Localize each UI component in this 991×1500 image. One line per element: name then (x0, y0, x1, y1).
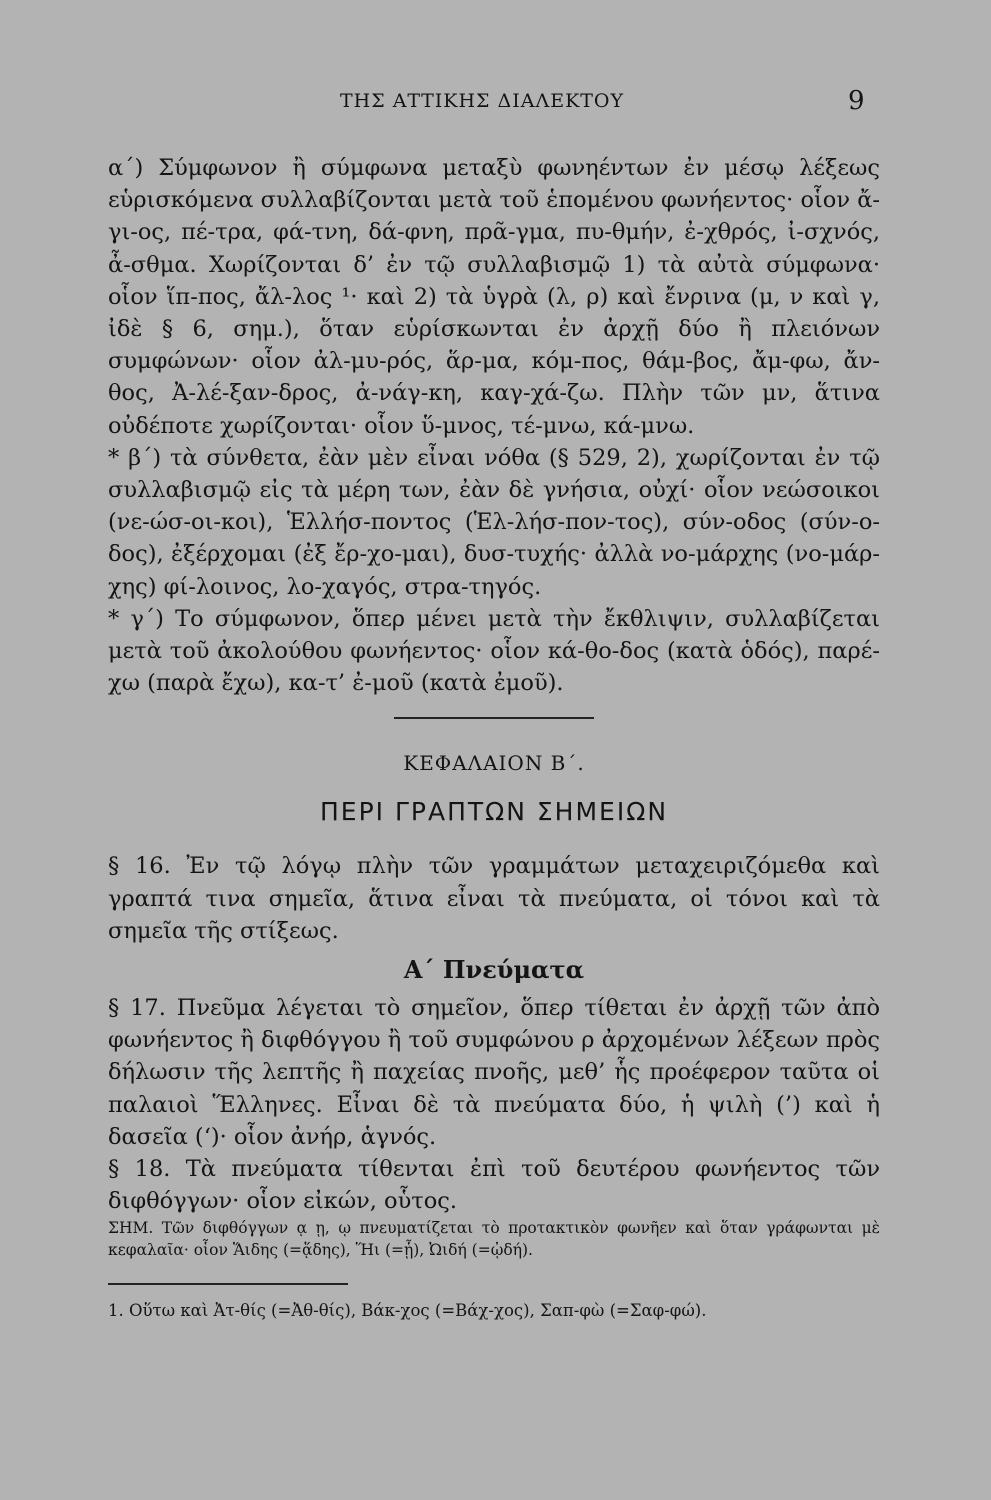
subheading-pneumata: Α΄ Πνεύματα (403, 955, 585, 985)
page-body (108, 152, 880, 1323)
section-divider (394, 717, 594, 719)
chapter-label: ΚΕΦΑΛΑΙΟΝ Β΄. (403, 751, 585, 776)
paragraph-alpha: α΄) Σύμφωνον ἢ σύμφωνα μεταξὺ φωνηέντων ἐν μέσῳ λέξεως εὑρισκόμενα συλλαβίζονται μετὰ τοῦ ἑπομένου φωνήεντος· οἷον ἄ-γι-ος, πέ-τρα, φά-τνη, δά-φνη, πρᾶ-γμα, πυ-θμήν, ἐ-χθρός, ἰ-σχνός, ἆ-σθμα. Χωρίζονται δ’ ἐν τῷ συλλαβισμῷ 1) τὰ αὐτὰ σύμφωνα· οἷον ἵπ-πος, ἄλ-λος ¹· καὶ 2) τὰ ὑγρὰ (λ, ρ) καὶ ἔνρινα (μ, ν καὶ γ, ἰδὲ § 6, σημ.), ὅταν εὑρίσκωνται ἐν ἀρχῇ δύο ἢ πλειόνων συμφώνων· οἷον ἀλ-μυ-ρός, ἅρ-μα, κόμ-πος, θάμ-βος, ἄμ-φω, ἄν-θος, Ἀ-λέ-ξαν-δρος, ἀ-νάγ-κη, καγ-χά-ζω. Πλὴν τῶν μν, ἅτινα οὐδέποτε χωρίζονται· οἷον ὕ-μνος, τέ-μνω, κά-μνω. (108, 155, 880, 439)
footnote: 1. Οὕτω καὶ Ἀτ-θίς (=Ἀθ-θίς), Βάκ-χος (=Βάχ-χος), Σαπ-φὼ (=Σαφ-φώ). (108, 1301, 707, 1321)
chapter-title: ΠΕΡΙ ΓΡΑΠΤΩΝ ΣΗΜΕΙΩΝ (319, 797, 669, 827)
paragraph-beta: * β΄) τὰ σύνθετα, ἐὰν μὲν εἶναι νόθα (§ 529, 2), χωρίζονται ἐν τῷ συλλαβισμῷ εἰς τὰ μέρη των, ἐὰν δὲ γνήσια, οὐχί· οἷον νεώσοικοι (νε-ώσ-οι-κοι), Ἑλλήσ-ποντος (Ἑλ-λήσ-πον-τος), σύν-οδος (σύν-ο-δος), ἐξέρχομαι (ἐξ ἔρ-χο-μαι), δυσ-τυχής· ἀλλὰ νο-μάρχης (νο-μάρ-χης) φί-λοινος, λο-χαγός, στρα-τηγός. (108, 444, 880, 600)
section-16: § 16. Ἐν τῷ λόγῳ πλὴν τῶν γραμμάτων μεταχειριζόμεθα καὶ γραπτά τινα σημεῖα, ἅτινα εἶναι τὰ πνεύματα, οἱ τόνοι καὶ τὰ σημεῖα τῆς στίξεως. (108, 853, 880, 944)
page-number: 9 (848, 86, 865, 116)
section-18: § 18. Τὰ πνεύματα τίθενται ἐπὶ τοῦ δευτέρου φωνήεντος τῶν διφθόγγων· οἷον εἰκών, οὗτος. (108, 1156, 880, 1215)
section-note: ΣΗΜ. Τῶν διφθόγγων ᾳ ῃ, ῳ πνευματίζεται τὸ προτακτικὸν φωνῆεν καὶ ὅταν γράφωνται μὲ κεφαλαῖα· οἷον Ἅιδης (=ᾅδης), Ἥι (=ᾗ), Ὠιδή (=ᾠδή). (108, 1219, 880, 1260)
section-17: § 17. Πνεῦμα λέγεται τὸ σημεῖον, ὅπερ τίθεται ἐν ἀρχῇ τῶν ἀπὸ φωνήεντος ἢ διφθόγγου ἢ τοῦ συμφώνου ρ ἀρχομένων λέξεων πρὸς δήλωσιν τῆς λεπτῆς ἢ παχείας πνοῆς, μεθ’ ἧς προέφερον ταῦτα οἱ παλαιοὶ Ἕλληνες. Εἶναι δὲ τὰ πνεύματα δύο, ἡ ψιλὴ (’) καὶ ἡ δασεῖα (‘)· οἷον ἀνήρ, ἁγνός. (108, 995, 880, 1150)
paragraph-gamma: * γ΄) Το σύμφωνον, ὅπερ μένει μετὰ τὴν ἔκθλιψιν, συλλαβίζεται μετὰ τοῦ ἀκολούθου φωνήεντος· οἷον κά-θο-δος (κατὰ ὁδός), παρέ-χω (παρὰ ἔχω), κα-τ’ ἐ-μοῦ (κατὰ ἐμοῦ). (108, 605, 880, 697)
running-head (0, 86, 991, 120)
running-title: ΤΗΣ ΑΤΤΙΚΗΣ ΔΙΑΛΕΚΤΟΥ (340, 90, 625, 112)
footnote-rule (108, 1283, 348, 1285)
